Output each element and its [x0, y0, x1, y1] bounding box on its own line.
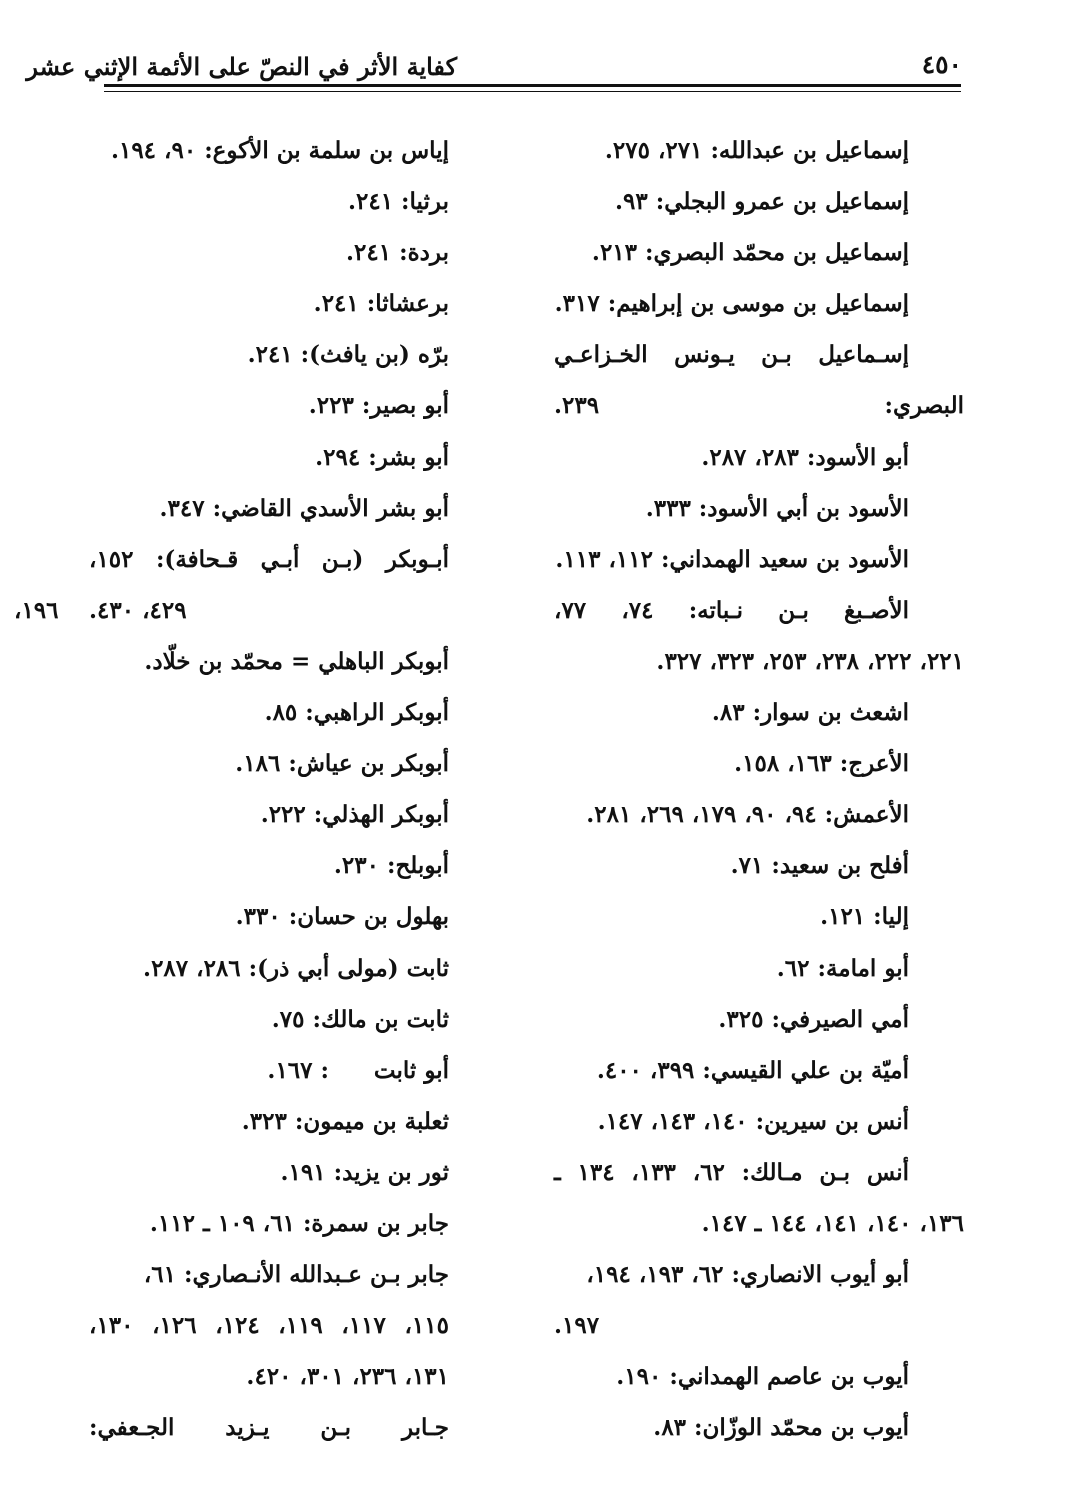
index-entry: إسماعيل بن موسى بن إبراهيم: ٣١٧. — [554, 290, 909, 318]
index-entry-continuation: ٢٢١، ٢٢٢، ٢٣٨، ٢٥٣، ٣٢٣، ٣٢٧. — [656, 647, 964, 675]
index-entry: ثابت بن مالك: ٧٥. — [271, 1005, 449, 1033]
index-entry: إسماعيل بن عبدالله: ٢٧١، ٢٧٥. — [604, 137, 909, 164]
index-entry: الأصـبغ بـن نـباته: ٧٤، ٧٧، — [554, 596, 909, 624]
index-entry: إليا: ١٢١. — [820, 903, 909, 931]
index-entry: أيوب بن محمّد الوزّان: ٨٣. — [653, 1414, 909, 1442]
book-title: كفاية الأثر في النصّ على الأئمة الإثني عشر — [26, 52, 457, 81]
index-entry-continuation: ١١٥، ١١٧، ١١٩، ١٢٤، ١٢٦، ١٣٠، — [89, 1312, 449, 1340]
index-entry: جابر بن سمرة: ٦١، ١٠٩ ـ ١١٢. — [149, 1209, 449, 1237]
header-rule-thick — [104, 84, 961, 87]
index-entry: إسـماعيل بـن يـونس الخـزاعـي — [554, 341, 909, 369]
index-entry: أبو بصير: ٢٢٣. — [308, 392, 449, 420]
index-entry-continuation: ١٣٦، ١٤٠، ١٤١، ١٤٤ ـ ١٤٧. — [701, 1209, 964, 1237]
index-entry: أبوبلح: ٢٣٠. — [333, 852, 449, 880]
index-entry: أبو بشر الأسدي القاضي: ٣٤٧. — [159, 494, 449, 522]
entry-pages: ٤٢٩، ٤٣٠. — [89, 596, 187, 624]
index-entry: بهلول بن حسان: ٣٣٠. — [235, 903, 449, 931]
index-entry-split — [554, 380, 964, 431]
index-entry: الأعمش: ٩٤، ٩٠، ١٧٩، ٢٦٩، ٢٨١. — [586, 801, 909, 829]
index-entry: ثور بن يزيد: ١٩١. — [280, 1158, 449, 1186]
index-column-right — [554, 125, 964, 1453]
index-entry: أبو امامة: ٦٢. — [776, 954, 909, 982]
index-entry: الأسود بن سعيد الهمداني: ١١٢، ١١٣. — [555, 545, 909, 573]
index-entry: الأعرج: ١٦٣، ١٥٨. — [734, 750, 909, 778]
index-entry: أمي الصيرفي: ٣٢٥. — [718, 1005, 909, 1033]
index-entry: برثيا: ٢٤١. — [347, 188, 449, 216]
index-entry: برّه (بن يافث): ٢٤١. — [247, 341, 449, 369]
index-entry: ثعلبة بن ميمون: ٣٢٣. — [241, 1107, 449, 1135]
index-entry: جابر بـن عـبدالله الأنـصاري: ٦١، — [143, 1261, 449, 1289]
entry-pages: : ١٦٧. — [267, 1056, 329, 1084]
index-entry-split — [89, 1045, 449, 1096]
index-entry: أيوب بن عاصم الهمداني: ١٩٠. — [616, 1363, 909, 1391]
index-entry: أبوبكر الباهلي = محمّد بن خلّاد. — [144, 647, 449, 675]
index-entry: ثابت (مولى أبي ذر): ٢٨٦، ٢٨٧. — [143, 954, 449, 982]
header-rule-thin — [104, 91, 961, 92]
index-entry: إياس بن سلمة بن الأكوع: ٩٠، ١٩٤. — [110, 137, 449, 164]
index-entry: أبـوبكر (بـن أبـي قـحافة): ١٥٢، — [89, 545, 449, 573]
index-entry: جـابر بـن يـزيد الجـعفي: — [89, 1414, 449, 1442]
index-entry: أبوبكر بن عياش: ١٨٦. — [235, 750, 449, 778]
entry-pages-crossover: ١٩٦، — [14, 596, 59, 624]
index-entry-continuation — [554, 1300, 909, 1351]
index-entry: أبو أيوب الانصاري: ٦٢، ١٩٣، ١٩٤، — [586, 1261, 909, 1289]
index-entry-continuation: ١٣١، ٢٣٦، ٣٠١، ٤٢٠. — [246, 1363, 449, 1391]
index-entry: أنس بـن مـالك: ٦٢، ١٣٣، ١٣٤ ـ — [554, 1158, 909, 1186]
index-entry: برعشاثا: ٢٤١. — [313, 290, 449, 318]
index-entry: أنس بن سيرين: ١٤٠، ١٤٣، ١٤٧. — [597, 1107, 909, 1135]
index-entry: إسماعيل بن عمرو البجلي: ٩٣. — [615, 188, 909, 216]
index-entry: الأسود بن أبي الأسود: ٣٣٣. — [645, 494, 909, 522]
index-entry: أفلح بن سعيد: ٧١. — [730, 852, 909, 880]
index-column-left — [14, 125, 449, 1453]
entry-pages: ٢٣٩. — [554, 392, 600, 420]
index-entry: اشعث بن سوار: ٨٣. — [711, 699, 909, 727]
index-entry: أبوبكر الراهبي: ٨٥. — [264, 699, 449, 727]
entry-label: أبو ثابت — [373, 1056, 449, 1084]
entry-label: البصري: — [884, 392, 964, 420]
index-entry: إسماعيل بن محمّد البصري: ٢١٣. — [591, 239, 909, 267]
index-entry: أبو الأسود: ٢٨٣، ٢٨٧. — [701, 443, 909, 471]
entry-pages: ١٩٧. — [554, 1312, 600, 1340]
index-entry: أبو بشر: ٢٩٤. — [315, 443, 449, 471]
index-entry: أميّة بن علي القيسي: ٣٩٩، ٤٠٠. — [596, 1056, 909, 1084]
page-number: ٤٥٠ — [921, 50, 962, 79]
index-entry: أبوبكر الهذلي: ٢٢٢. — [260, 801, 449, 829]
index-entry-continuation — [14, 585, 449, 636]
index-entry: بردة: ٢٤١. — [346, 239, 449, 267]
